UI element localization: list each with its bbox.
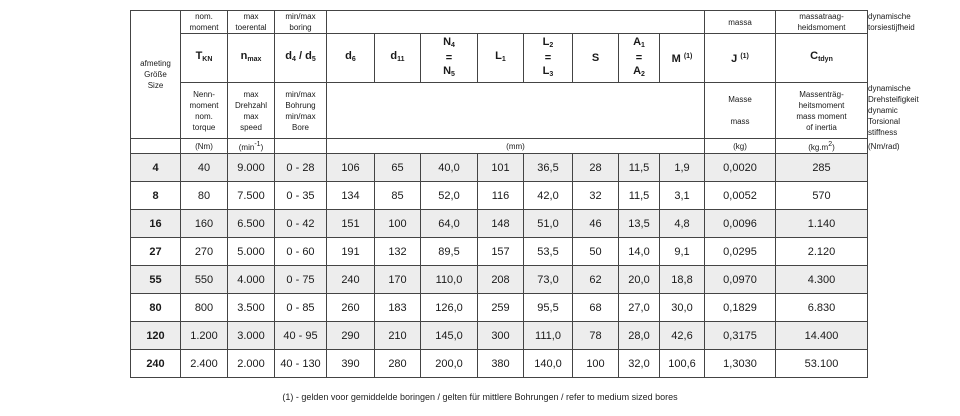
cell-n4: 110,0 — [421, 266, 478, 294]
cell-l1: 380 — [478, 350, 524, 378]
cell-d11: 85 — [375, 182, 421, 210]
cell-l1: 208 — [478, 266, 524, 294]
mass-unit: (kg) — [705, 139, 776, 154]
inertia-symbol: J $^{(1)}$ — [705, 34, 776, 83]
mass-symbol: M $^{(1)}$ — [660, 34, 705, 83]
cell-s: 32 — [573, 182, 619, 210]
cell-n4: 89,5 — [421, 238, 478, 266]
torque-symbol: $T_{KN}$ — [181, 34, 228, 83]
header-row-units: (Nm) $(\min^{-1})$ (mm) (kg) $(kg.m^2)$ (Nm/rad) — [131, 139, 868, 154]
header-row-german-english: Nenn- moment nom. torque max Drehzahl max speed min/max Bohrung min/max Bore Masse mass Massenträg- heitsmoment mass moment of inertia dynamische Drehsteifigkeit dynamic Torsional stiffness — [131, 83, 868, 139]
cell-s: 78 — [573, 322, 619, 350]
table-row — [131, 210, 868, 238]
cell-l2: 111,0 — [524, 322, 573, 350]
cell-t: 270 — [181, 238, 228, 266]
footnote: (1) - gelden voor gemiddelde boringen / gelten für mittlere Bohrungen / refer to medium sized bores — [282, 392, 678, 402]
cell-n: 9.000 — [228, 154, 275, 182]
cell-n4: 64,0 — [421, 210, 478, 238]
cell-d: 40 - 130 — [275, 350, 327, 378]
cell-c: 2.120 — [776, 238, 868, 266]
cell-c: 570 — [776, 182, 868, 210]
cell-l2: 42,0 — [524, 182, 573, 210]
inertia-unit: $(kg.m^2)$ — [776, 139, 868, 154]
speed-symbol: $n_{max}$ — [228, 34, 275, 83]
cell-d: 0 - 75 — [275, 266, 327, 294]
table-row — [131, 182, 868, 210]
bore-header-nl: min/max boring — [275, 11, 327, 34]
cell-s: 62 — [573, 266, 619, 294]
inertia-header-nl: massatraag- heidsmoment — [776, 11, 868, 34]
cell-s: 68 — [573, 294, 619, 322]
dimensions-header-de-blank — [327, 83, 705, 139]
cell-l1: 148 — [478, 210, 524, 238]
cell-t: 80 — [181, 182, 228, 210]
cell-n: 3.500 — [228, 294, 275, 322]
cell-n: 4.000 — [228, 266, 275, 294]
cell-d6: 106 — [327, 154, 375, 182]
cell-t: 2.400 — [181, 350, 228, 378]
cell-s: 100 — [573, 350, 619, 378]
inertia-header-de-en: Massenträg- heitsmoment mass moment of inertia — [776, 83, 868, 139]
speed-unit: $(\min^{-1})$ — [228, 139, 275, 154]
cell-c: 14.400 — [776, 322, 868, 350]
cell-c: 53.100 — [776, 350, 868, 378]
cell-d6: 240 — [327, 266, 375, 294]
cell-n4: 200,0 — [421, 350, 478, 378]
table-row — [131, 350, 868, 378]
cell-d: 0 - 35 — [275, 182, 327, 210]
cell-l2: 95,5 — [524, 294, 573, 322]
cell-size: 16 — [131, 210, 181, 238]
dimensions-header-nl-blank — [327, 11, 705, 34]
l2-l3-symbol: $L_2$ = $L_3$ — [524, 34, 573, 83]
cell-d6: 390 — [327, 350, 375, 378]
cell-d11: 100 — [375, 210, 421, 238]
cell-m: 1,9 — [660, 154, 705, 182]
spec-table-wrapper — [130, 10, 919, 378]
cell-d11: 280 — [375, 350, 421, 378]
cell-s: 50 — [573, 238, 619, 266]
cell-j: 0,0970 — [705, 266, 776, 294]
dimensions-unit: (mm) — [327, 139, 705, 154]
cell-a1: 20,0 — [619, 266, 660, 294]
cell-a1: 11,5 — [619, 154, 660, 182]
stiffness-symbol: $C_{tdyn}$ — [776, 34, 868, 83]
cell-c: 4.300 — [776, 266, 868, 294]
cell-n4: 52,0 — [421, 182, 478, 210]
cell-d11: 183 — [375, 294, 421, 322]
cell-d: 0 - 42 — [275, 210, 327, 238]
cell-n: 3.000 — [228, 322, 275, 350]
cell-n4: 145,0 — [421, 322, 478, 350]
speed-header-de-en: max Drehzahl max speed — [228, 83, 275, 139]
cell-m: 9,1 — [660, 238, 705, 266]
bore-unit-blank — [275, 139, 327, 154]
cell-n: 2.000 — [228, 350, 275, 378]
cell-j: 0,3175 — [705, 322, 776, 350]
cell-size: 120 — [131, 322, 181, 350]
header-row-symbols — [131, 34, 868, 83]
cell-j: 1,3030 — [705, 350, 776, 378]
cell-d11: 210 — [375, 322, 421, 350]
size-header-nl: afmeting — [140, 59, 171, 68]
n4-n5-symbol: $N_4$ = $N_5$ — [421, 34, 478, 83]
table-row — [131, 294, 868, 322]
table-row — [131, 266, 868, 294]
cell-a1: 11,5 — [619, 182, 660, 210]
cell-d6: 290 — [327, 322, 375, 350]
cell-l2: 140,0 — [524, 350, 573, 378]
cell-size: 8 — [131, 182, 181, 210]
cell-l1: 116 — [478, 182, 524, 210]
cell-t: 160 — [181, 210, 228, 238]
cell-d11: 65 — [375, 154, 421, 182]
cell-a1: 13,5 — [619, 210, 660, 238]
cell-l2: 73,0 — [524, 266, 573, 294]
cell-j: 0,0295 — [705, 238, 776, 266]
cell-c: 1.140 — [776, 210, 868, 238]
coupling-spec-table — [130, 10, 919, 378]
table-row — [131, 322, 868, 350]
cell-t: 800 — [181, 294, 228, 322]
cell-d6: 191 — [327, 238, 375, 266]
torque-header-de-en: Nenn- moment nom. torque — [181, 83, 228, 139]
cell-j: 0,0020 — [705, 154, 776, 182]
cell-a1: 14,0 — [619, 238, 660, 266]
s-symbol: S — [573, 34, 619, 83]
cell-size: 55 — [131, 266, 181, 294]
cell-size: 240 — [131, 350, 181, 378]
size-unit-blank — [131, 139, 181, 154]
cell-n4: 126,0 — [421, 294, 478, 322]
cell-l2: 36,5 — [524, 154, 573, 182]
cell-d: 0 - 60 — [275, 238, 327, 266]
cell-m: 4,8 — [660, 210, 705, 238]
cell-m: 100,6 — [660, 350, 705, 378]
cell-l1: 157 — [478, 238, 524, 266]
cell-size: 27 — [131, 238, 181, 266]
a1-a2-symbol: $A_1$ = $A_2$ — [619, 34, 660, 83]
torque-unit: (Nm) — [181, 139, 228, 154]
table-row — [131, 154, 868, 182]
speed-header-nl: max toerental — [228, 11, 275, 34]
cell-a1: 27,0 — [619, 294, 660, 322]
cell-j: 0,1829 — [705, 294, 776, 322]
cell-j: 0,0052 — [705, 182, 776, 210]
cell-a1: 32,0 — [619, 350, 660, 378]
cell-m: 3,1 — [660, 182, 705, 210]
cell-l2: 53,5 — [524, 238, 573, 266]
cell-l1: 259 — [478, 294, 524, 322]
size-header-de: Größe — [144, 70, 167, 79]
cell-c: 6.830 — [776, 294, 868, 322]
cell-d6: 151 — [327, 210, 375, 238]
cell-n4: 40,0 — [421, 154, 478, 182]
cell-size: 80 — [131, 294, 181, 322]
cell-m: 30,0 — [660, 294, 705, 322]
cell-d: 0 - 85 — [275, 294, 327, 322]
cell-l1: 101 — [478, 154, 524, 182]
cell-n: 7.500 — [228, 182, 275, 210]
cell-t: 550 — [181, 266, 228, 294]
cell-j: 0,0096 — [705, 210, 776, 238]
d6-symbol: $d_6$ — [327, 34, 375, 83]
cell-d6: 134 — [327, 182, 375, 210]
mass-header-nl: massa — [705, 11, 776, 34]
cell-d11: 170 — [375, 266, 421, 294]
cell-n: 5.000 — [228, 238, 275, 266]
bore-header-de-en: min/max Bohrung min/max Bore — [275, 83, 327, 139]
cell-d11: 132 — [375, 238, 421, 266]
cell-size: 4 — [131, 154, 181, 182]
cell-t: 40 — [181, 154, 228, 182]
l1-symbol: $L_1$ — [478, 34, 524, 83]
table-row — [131, 238, 868, 266]
size-header-en: Size — [147, 81, 164, 90]
cell-d: 0 - 28 — [275, 154, 327, 182]
cell-d: 40 - 95 — [275, 322, 327, 350]
cell-d6: 260 — [327, 294, 375, 322]
bore-symbol: $d_4 / d_5$ — [275, 34, 327, 83]
cell-c: 285 — [776, 154, 868, 182]
cell-l1: 300 — [478, 322, 524, 350]
d11-symbol: $d_{11}$ — [375, 34, 421, 83]
cell-l2: 51,0 — [524, 210, 573, 238]
cell-m: 18,8 — [660, 266, 705, 294]
cell-s: 28 — [573, 154, 619, 182]
mass-header-de-en: Masse mass — [705, 83, 776, 139]
cell-n: 6.500 — [228, 210, 275, 238]
cell-a1: 28,0 — [619, 322, 660, 350]
torque-header-nl: nom. moment — [181, 11, 228, 34]
size-column-header — [131, 11, 181, 139]
header-row-dutch: afmeting Größe Size nom. moment max toerental min/max boring massa massatraag- heidsmoment dynamische torsiestijfheid — [131, 11, 868, 34]
data-rows — [131, 154, 868, 378]
cell-m: 42,6 — [660, 322, 705, 350]
cell-t: 1.200 — [181, 322, 228, 350]
cell-s: 46 — [573, 210, 619, 238]
